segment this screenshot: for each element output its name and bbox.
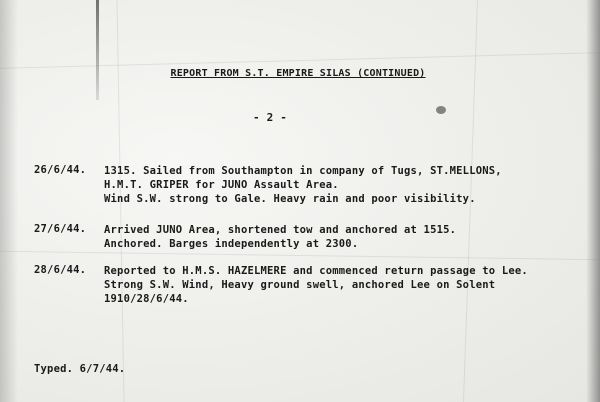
entry-text [104,264,574,306]
paper-crease [0,251,600,260]
entry-line: Anchored. Barges independently at 2300. [104,238,359,250]
entry-line: Wind S.W. strong to Gale. Heavy rain and poor visibility. [104,193,476,205]
ink-blot [436,106,446,114]
entry-text [104,164,574,206]
entry-line: 1315. Sailed from Southampton in company of Tugs, ST.MELLONS, [104,165,502,177]
entry-line: Reported to H.M.S. HAZELMERE and commenced return passage to Lee. [104,265,528,277]
entry-date: 26/6/44. [34,164,87,176]
entry-date: 28/6/44. [34,264,87,276]
ink-mark [96,0,99,100]
page-number: - 2 - [252,111,288,124]
entry-line: Arrived JUNO Area, shortened tow and anchored at 1515. [104,224,457,236]
paper-crease [0,52,600,69]
entry-line: Strong S.W. Wind, Heavy ground swell, anchored Lee on Solent [104,279,496,291]
page-shadow-right [586,0,600,402]
page-shadow-left [0,0,18,402]
entry-text [104,223,574,251]
entry-line: H.M.T. GRIPER for JUNO Assault Area. [104,179,339,191]
report-title: REPORT FROM S.T. EMPIRE SILAS (CONTINUED) [170,68,426,79]
typed-date: Typed. 6/7/44. [34,363,126,375]
entry-date: 27/6/44. [34,223,87,235]
entry-line: 1910/28/6/44. [104,293,189,305]
